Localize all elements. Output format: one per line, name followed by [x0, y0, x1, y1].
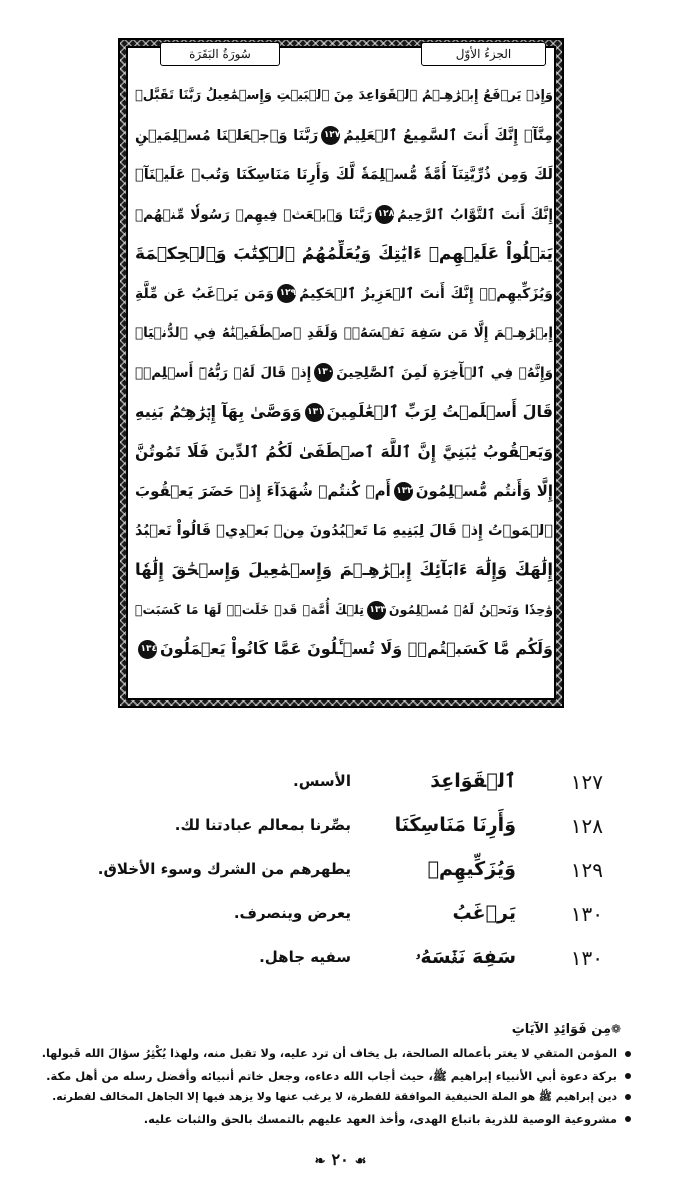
verse-line	[135, 82, 553, 112]
benefit-text: مشروعية الوصية للذرية باتباع الهدى، وأخذ العهد عليهم بالتمسك بالحق والثبات عليه.	[143, 1111, 617, 1126]
verse-text: وَٰحِدٗا وَنَحۡنُ لَهُۥ مُسۡلِمُونَ	[388, 601, 553, 617]
verse-text: إِبۡرَٰهِـۧمَ إِلَّا مَن سَفِهَ نَفۡسَهُۥۚ وَلَقَدِ ٱصۡطَفَيۡنَٰهُ فِي ٱلدُّنۡيَاۖ	[135, 325, 553, 341]
verse-text: لَكَ وَمِن ذُرِّيَّتِنَآ أُمَّةٗ مُّسۡلِمَةٗ لَّكَ وَأَرِنَا مَنَاسِكَنَا وَتُبۡ عَلَيۡنَآۖ	[135, 167, 553, 183]
bullet-icon	[625, 1073, 631, 1079]
vocab-meaning: بصِّرنا بمعالم عبادتنا لك.	[174, 816, 351, 834]
juz-header	[421, 42, 546, 66]
verse-text: إِذۡ قَالَ لَهُۥ رَبُّهُۥٓ أَسۡلِمۡۖ	[135, 364, 312, 381]
ornament-icon: ❧	[314, 1154, 326, 1169]
verse-line	[135, 477, 553, 507]
vocab-number: ١٢٧	[570, 770, 603, 794]
verse-line	[135, 596, 553, 626]
benefit-item	[41, 1065, 631, 1087]
ayah-number-marker: ١٢٨	[375, 205, 394, 224]
vocab-row	[0, 770, 681, 806]
verse-line	[135, 517, 553, 547]
vocab-meaning: الأسس.	[293, 772, 351, 790]
surah-header	[160, 42, 280, 66]
page-number-footer	[0, 1150, 681, 1169]
verse-text: وَلَكُم مَّا كَسَبۡتُمۡۖ وَلَا تُسۡـَٔلُونَ عَمَّا كَانُواْ يَعۡمَلُونَ	[160, 639, 553, 658]
vocab-word: وَأَرِنَا مَنَاسِكَنَا	[394, 814, 516, 836]
benefit-text: دين إبراهيم ﷺ هو الملة الحنيفية الموافقة للفطرة، لا يرغب عنها ولا يزهد فيها إلا الجاهل المخالف لفطرته.	[52, 1090, 617, 1103]
ayah-number-marker: ١٣٣	[367, 601, 386, 620]
verse-line	[135, 161, 553, 191]
benefit-item	[41, 1043, 631, 1065]
verse-text: ٱلۡمَوۡتُ إِذۡ قَالَ لِبَنِيهِ مَا تَعۡبُدُونَ مِنۢ بَعۡدِيۖ قَالُواْ نَعۡبُدُ	[135, 522, 553, 539]
ayah-number-marker: ١٣٤	[138, 640, 157, 659]
page-number: ٢٠	[331, 1150, 349, 1169]
vocab-row	[0, 902, 681, 938]
vocab-meaning: يطهرهم من الشرك وسوء الأخلاق.	[97, 860, 351, 878]
ayah-number-marker: ١٣١	[305, 403, 324, 422]
verse-line	[135, 556, 553, 586]
verse-line	[135, 635, 553, 665]
vocab-number: ١٢٩	[570, 858, 603, 882]
ornament-icon: ☙	[354, 1154, 367, 1169]
vocab-number: ١٢٨	[570, 814, 603, 838]
verse-text: وَيَعۡقُوبُ يَٰبَنِيَّ إِنَّ ٱللَّهَ ٱصۡطَفَىٰ لَكُمُ ٱلدِّينَ فَلَا تَمُوتُنَّ	[135, 442, 553, 461]
juz-label: الجزءُ الأوّل	[455, 47, 512, 61]
ayah-number-marker: ١٢٩	[277, 284, 296, 303]
verse-text: وَإِنَّهُۥ فِي ٱلۡأٓخِرَةِ لَمِنَ ٱلصَّٰلِحِينَ	[336, 364, 553, 381]
verse-text: قَالَ أَسۡلَمۡتُ لِرَبِّ ٱلۡعَٰلَمِينَ	[326, 402, 553, 421]
vocab-meaning: يعرض وينصرف.	[233, 904, 351, 922]
verse-text: إِنَّكَ أَنتَ ٱلتَّوَّابُ ٱلرَّحِيمُ	[397, 206, 553, 223]
verse-text: وَإِذۡ يَرۡفَعُ إِبۡرَٰهِـۧمُ ٱلۡقَوَاعِدَ مِنَ ٱلۡبَيۡتِ وَإِسۡمَٰعِيلُ رَبَّنَا تَقَبَّلۡ	[135, 88, 553, 103]
vocab-row	[0, 858, 681, 894]
verse-text: رَبَّنَا وَٱجۡعَلۡنَا مُسۡلِمَيۡنِ	[135, 127, 319, 144]
ayah-number-marker: ١٢٧	[321, 126, 340, 145]
vocab-word: ٱلۡقَوَاعِدَ	[430, 770, 516, 792]
flower-icon: ❁	[611, 1022, 622, 1036]
verse-line	[135, 359, 553, 389]
verse-line	[135, 319, 553, 349]
verse-line	[135, 280, 553, 310]
verse-text: رَبَّنَا وَٱبۡعَثۡ فِيهِمۡ رَسُولٗا مِّنۡهُمۡ	[135, 206, 373, 223]
verse-text: يَتۡلُواْ عَلَيۡهِمۡ ءَايَٰتِكَ وَيُعَلِّمُهُمُ ٱلۡكِتَٰبَ وَٱلۡحِكۡمَةَ	[135, 244, 553, 264]
surah-label: سُورَةُ البَقَرَة	[189, 47, 251, 61]
vocab-word: يَرۡغَبُ	[452, 902, 516, 924]
ayah-number-marker: ١٣٠	[314, 363, 333, 382]
vocab-number: ١٣٠	[570, 902, 603, 926]
verse-text: إِلَٰهَكَ وَإِلَٰهَ ءَابَآئِكَ إِبۡرَٰهِـۧمَ وَإِسۡمَٰعِيلَ وَإِسۡحَٰقَ إِلَٰهٗا	[135, 560, 553, 579]
vocab-row	[0, 814, 681, 850]
verse-text: إِلَّا وَأَنتُم مُّسۡلِمُونَ	[415, 482, 553, 500]
verse-line	[135, 438, 553, 468]
verse-text: مِنَّآۖ إِنَّكَ أَنتَ ٱلسَّمِيعُ ٱلۡعَلِيمُ	[343, 127, 553, 144]
vocab-word: سَفِهَ نَفۡسَهُۥ	[415, 946, 516, 968]
verse-text: وَمَن يَرۡغَبُ عَن مِّلَّةِ	[135, 285, 275, 302]
bullet-icon	[625, 1116, 631, 1122]
verse-line	[135, 398, 553, 428]
verse-text: وَوَصَّىٰ بِهَآ إِبۡرَٰهِـۧمُ بَنِيهِ	[135, 402, 302, 421]
verse-line	[135, 240, 553, 270]
benefits-title: مِن فَوَائِدِ الآيَاتِ	[511, 1022, 611, 1037]
bullet-icon	[625, 1051, 631, 1057]
verse-text: أَمۡ كُنتُمۡ شُهَدَآءَ إِذۡ حَضَرَ يَعۡقُوبَ	[135, 482, 391, 500]
verse-line	[135, 201, 553, 231]
vocab-number: ١٣٠	[570, 946, 603, 970]
vocab-row	[0, 946, 681, 982]
ayah-number-marker: ١٣٢	[394, 482, 413, 501]
verse-line	[135, 122, 553, 152]
vocab-meaning: سفيه جاهل.	[259, 948, 351, 966]
vocab-word: وَيُزَكِّيهِمۡ	[427, 858, 516, 880]
verse-text: وَيُزَكِّيهِمۡۖ إِنَّكَ أَنتَ ٱلۡعَزِيزُ ٱلۡحَكِيمُ	[299, 285, 553, 302]
bullet-icon	[625, 1094, 631, 1100]
benefit-text: المؤمن المتقي لا يغتر بأعماله الصالحة، بل يخاف أن ترد عليه، ولا تقبل منه، ولهذا يُكْثِرُ سؤالَ الله قَبولها.	[41, 1047, 617, 1060]
verse-text: تِلۡكَ أُمَّةٞ قَدۡ خَلَتۡۖ لَهَا مَا كَسَبَتۡ	[135, 601, 364, 617]
benefit-item	[41, 1086, 631, 1108]
benefit-item	[41, 1108, 631, 1130]
benefit-text: بركة دعوة أبي الأنبياء إبراهيم ﷺ، حيث أجاب الله دعاءه، وجعل خاتم أنبيائه وأفضل رسله من أهل مكة.	[46, 1068, 617, 1083]
